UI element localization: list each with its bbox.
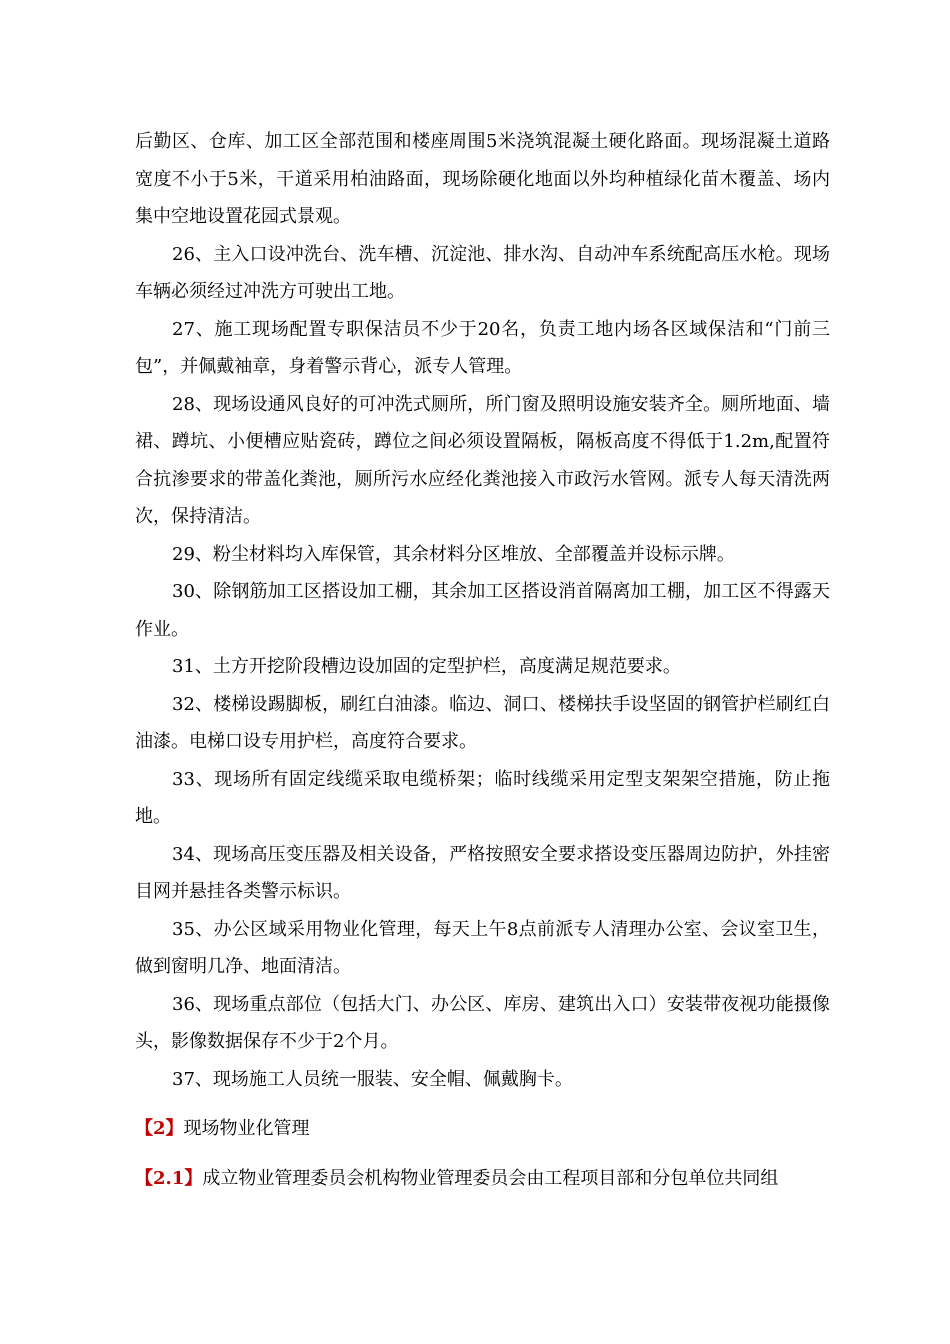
paragraph-item-29: 29、粉尘材料均入库保管，其余材料分区堆放、全部覆盖并设标示牌。 bbox=[172, 543, 735, 565]
paragraph-item-28: 28、现场设通风良好的可冲洗式厕所，所门窗及照明设施安装齐全。厕所地面、墙裙、蹲坑、小便槽应贴瓷砖，蹲位之间必须设置隔板，隔板高度不得低于1.2m,配置符合抗渗要求的带盖化粪池，厕所污水应经化粪池接入市政污水管网。派专人每天清洗两次，保持清洁。 bbox=[135, 393, 830, 527]
subsection-text: 成立物业管理委员会机构物业管理委员会由工程项目部和分包单位共同组 bbox=[202, 1168, 779, 1189]
section-number: 【2】 bbox=[135, 1118, 184, 1139]
paragraph-continuation: 后勤区、仓库、加工区全部范围和楼座周围5米浇筑混凝土硬化路面。现场混凝土道路宽度不小于5米，干道采用柏油路面，现场除硬化地面以外均种植绿化苗木覆盖、场内集中空地设置花园式景观。 bbox=[135, 131, 830, 227]
document-body bbox=[135, 123, 830, 1194]
section-title: 现场物业化管理 bbox=[183, 1118, 310, 1139]
paragraph-item-36: 36、现场重点部位（包括大门、办公区、库房、建筑出入口）安装带夜视功能摄像头，影像数据保存不少于2个月。 bbox=[135, 993, 830, 1052]
paragraph-item-37: 37、现场施工人员统一服装、安全帽、佩戴胸卡。 bbox=[172, 1068, 573, 1090]
paragraph-item-26: 26、主入口设冲洗台、洗车槽、沉淀池、排水沟、自动冲车系统配高压水枪。现场车辆必须经过冲洗方可驶出工地。 bbox=[135, 243, 830, 302]
paragraph-item-30: 30、除钢筋加工区搭设加工棚，其余加工区搭设消首隔离加工棚，加工区不得露天作业。 bbox=[135, 581, 830, 640]
subsection-heading bbox=[135, 1164, 830, 1194]
paragraph-item-34: 34、现场高压变压器及相关设备，严格按照安全要求搭设变压器周边防护，外挂密目网并悬挂各类警示标识。 bbox=[135, 843, 830, 902]
paragraph-item-35: 35、办公区域采用物业化管理，每天上午8点前派专人清理办公室、会议室卫生，做到窗明几净、地面清洁。 bbox=[135, 918, 830, 977]
paragraph-item-27: 27、施工现场配置专职保洁员不少于20名，负责工地内场各区域保洁和“门前三包”，并佩戴袖章，身着警示背心，派专人管理。 bbox=[135, 318, 830, 377]
paragraph-item-31: 31、土方开挖阶段槽边设加固的定型护栏，高度满足规范要求。 bbox=[172, 656, 681, 677]
section-heading bbox=[135, 1114, 830, 1144]
subsection-number: 【2.1】 bbox=[135, 1168, 203, 1189]
paragraph-item-32: 32、楼梯设踢脚板，刷红白油漆。临边、洞口、楼梯扶手设坚固的钢管护栏刷红白油漆。电梯口设专用护栏，高度符合要求。 bbox=[135, 693, 830, 752]
paragraph-item-33: 33、现场所有固定线缆采取电缆桥架；临时线缆采用定型支架架空措施，防止拖地。 bbox=[135, 768, 830, 827]
